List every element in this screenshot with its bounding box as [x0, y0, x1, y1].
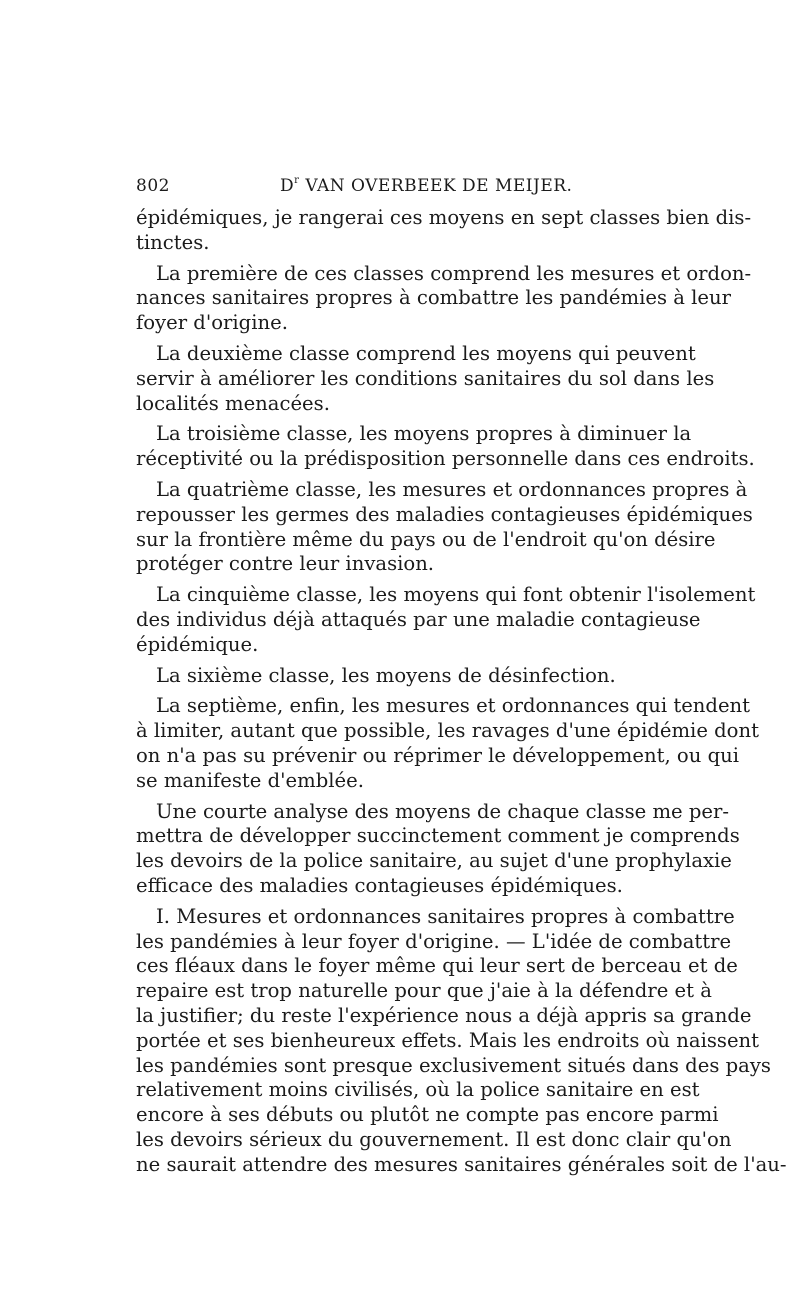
text-line: La septième, enfin, les mesures et ordonnances qui tendent — [156, 694, 751, 718]
text-line: se manifeste d'emblée. — [136, 768, 364, 792]
text-line: relativement moins civilisés, où la police sanitaire en est — [136, 1078, 700, 1102]
text-line: ne saurait attendre des mesures sanitaires générales soit de l'au- — [136, 1152, 787, 1176]
text-line: à limiter, autant que possible, les ravages d'une épidémie dont — [136, 719, 759, 743]
text-line: I. Mesures et ordonnances sanitaires propres à combattre — [156, 904, 735, 928]
text-line: portée et ses bienheureux effets. Mais les endroits où naissent — [136, 1028, 760, 1052]
running-head-superscript: r — [294, 175, 300, 186]
text-line: mettra de développer succinctement comment je comprends — [136, 824, 740, 848]
text-line: La troisième classe, les moyens propres à diminuer la — [156, 422, 692, 446]
text-line: les devoirs de la police sanitaire, au sujet d'une prophylaxie — [136, 849, 732, 873]
text-line: La cinquième classe, les moyens qui font obtenir l'isolement — [156, 583, 756, 607]
text-line: des individus déjà attaqués par une maladie contagieuse — [136, 607, 701, 631]
text-line: foyer d'origine. — [136, 311, 288, 335]
body-text — [136, 206, 787, 1177]
page-header — [136, 176, 668, 200]
text-line: encore à ses débuts ou plutôt ne compte pas encore parmi — [136, 1103, 719, 1127]
text-line: la justifier; du reste l'expérience nous a déjà appris sa grande — [136, 1003, 752, 1027]
text-line: Une courte analyse des moyens de chaque classe me per- — [156, 799, 729, 823]
text-line: repaire est trop naturelle pour que j'aie à la défendre et à — [136, 979, 712, 1003]
text-line: servir à améliorer les conditions sanitaires du sol dans les — [136, 366, 715, 390]
text-line: les devoirs sérieux du gouvernement. Il est donc clair qu'on — [136, 1127, 732, 1151]
text-line: tinctes. — [136, 230, 210, 254]
text-line: protéger contre leur invasion. — [136, 552, 435, 576]
text-line: on n'a pas su prévenir ou réprimer le développement, ou qui — [136, 743, 740, 767]
text-line: épidémiques, je rangerai ces moyens en sept classes bien dis- — [136, 206, 752, 229]
text-line: La sixième classe, les moyens de désinfection. — [156, 663, 616, 687]
text-line: La quatrième classe, les mesures et ordonnances propres à — [156, 477, 748, 501]
text-line: La deuxième classe comprend les moyens qui peuvent — [156, 341, 696, 365]
text-line: les pandémies sont presque exclusivement situés dans des pays — [136, 1053, 771, 1077]
running-head — [280, 176, 572, 196]
text-line: réceptivité ou la prédisposition personnelle dans ces endroits. — [136, 447, 755, 471]
text-line: épidémique. — [136, 632, 259, 656]
running-head-prefix: D — [280, 176, 295, 196]
text-line: sur la frontière même du pays ou de l'endroit qu'on désire — [136, 527, 716, 551]
text-line: repousser les germes des maladies contagieuses épidémiques — [136, 502, 753, 526]
page-number: 802 — [136, 176, 170, 196]
text-line: nances sanitaires propres à combattre les pandémies à leur — [136, 286, 731, 310]
text-line: efficace des maladies contagieuses épidémiques. — [136, 873, 623, 897]
text-line: localités menacées. — [136, 391, 330, 415]
text-line: ces fléaux dans le foyer même qui leur sert de berceau et de — [136, 954, 738, 978]
running-head-title: VAN OVERBEEK DE MEIJER. — [299, 176, 573, 196]
text-line: La première de ces classes comprend les mesures et ordon- — [156, 261, 752, 285]
text-line: les pandémies à leur foyer d'origine. — L'idée de combattre — [136, 929, 732, 953]
